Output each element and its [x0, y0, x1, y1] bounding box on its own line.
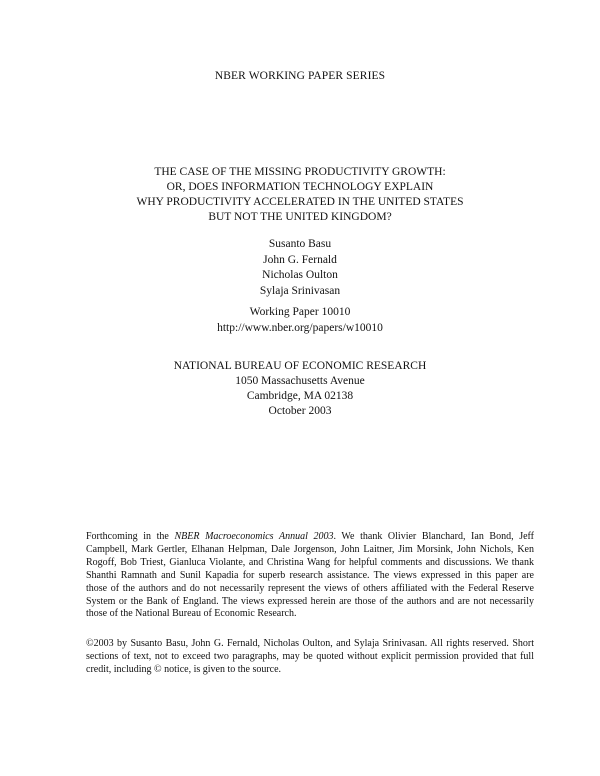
organization-city: Cambridge, MA 02138	[246, 390, 354, 402]
author-list	[60, 237, 540, 299]
footnote-line: those of the National Bureau of Economic Research.	[86, 608, 297, 620]
author-name: Nicholas Oulton	[262, 269, 338, 281]
title-line: OR, DOES INFORMATION TECHNOLOGY EXPLAIN	[166, 181, 434, 193]
footnote-line	[86, 531, 534, 544]
copyright-line: ©2003 by Susanto Basu, John G. Fernald, Nicholas Oulton, and Sylaja Srinivasan. All rights reserved. Short	[86, 638, 534, 649]
paper-title	[60, 165, 540, 225]
organization-name: NATIONAL BUREAU OF ECONOMIC RESEARCH	[173, 360, 427, 372]
acknowledgements-footnote	[86, 531, 534, 621]
series-title: NBER WORKING PAPER SERIES	[214, 70, 386, 82]
footnote-lead: Forthcoming in the	[86, 531, 175, 542]
copyright-notice	[86, 638, 534, 677]
copyright-line: credit, including © notice, is given to the source.	[86, 663, 282, 675]
footnote-line: Campbell, Mark Gertler, Elhanan Helpman, Dale Jorgenson, John Laitner, Jim Morsink, John Nichols, Ken	[86, 543, 534, 555]
title-line: BUT NOT THE UNITED KINGDOM?	[208, 211, 392, 223]
footnote-line1-rest: . We thank Olivier Blanchard, Ian Bond, Jeff	[333, 531, 535, 542]
working-paper-url: http://www.nber.org/papers/w10010	[217, 321, 383, 334]
footnote-line: Rogoff, Bob Triest, Gianluca Violante, and Christina Wang for helpful comments and discussions. We thank	[86, 556, 534, 568]
organization-block	[60, 359, 540, 419]
publication-date: October 2003	[268, 405, 332, 417]
working-paper-number: Working Paper 10010	[249, 306, 351, 318]
footnote-line: those of the authors and do not necessarily represent the views of others affiliated with the Federal Reserve	[86, 582, 534, 594]
author-name: John G. Fernald	[263, 253, 337, 266]
organization-street: 1050 Massachusetts Avenue	[235, 375, 365, 387]
author-name: Susanto Basu	[268, 238, 332, 250]
copyright-line: sections of text, not to exceed two paragraphs, may be quoted without explicit permission provided that full	[86, 650, 534, 662]
journal-name: NBER Macroeconomics Annual 2003	[174, 531, 334, 542]
author-name: Sylaja Srinivasan	[259, 284, 341, 297]
footnote-line: System or the Bank of England. The views expressed herein are those of the authors and are not necessarily	[86, 595, 534, 607]
working-paper-info	[60, 305, 540, 336]
footnote-line: Shanthi Ramnath and Sunil Kapadia for superb research assistance. The views expressed in this paper are	[86, 569, 534, 581]
title-line: WHY PRODUCTIVITY ACCELERATED IN THE UNITED STATES	[136, 196, 464, 208]
title-line: THE CASE OF THE MISSING PRODUCTIVITY GROWTH:	[154, 166, 446, 178]
